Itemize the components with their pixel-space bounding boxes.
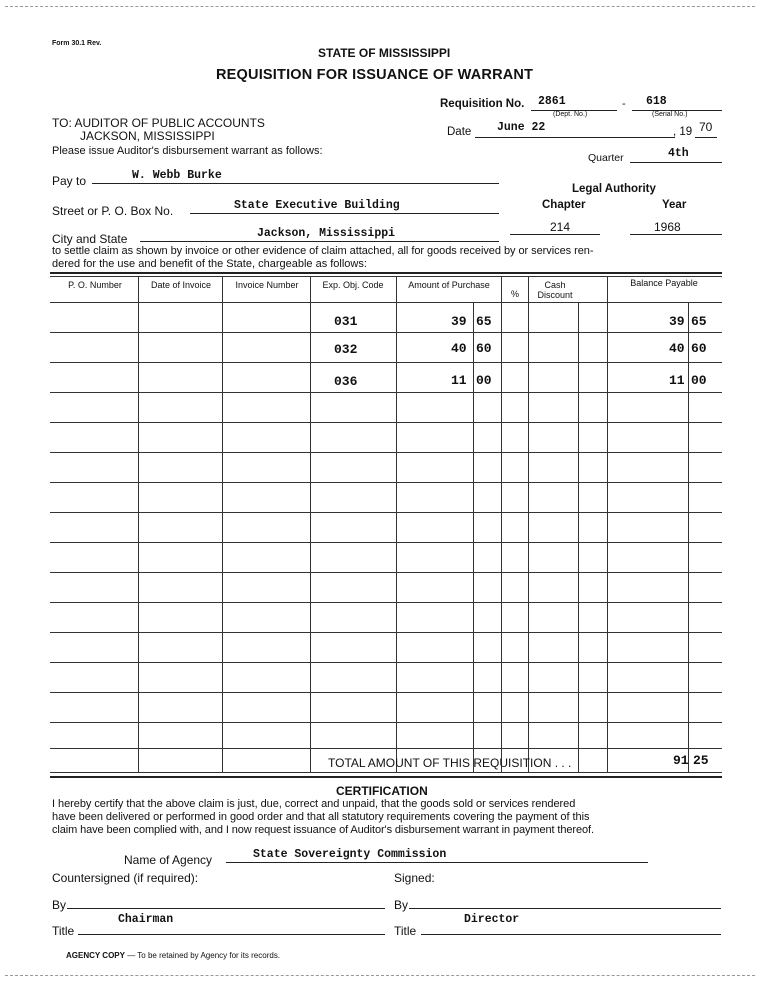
instruction-text: Please issue Auditor's disbursement warrant as follows: [52, 145, 323, 157]
right-by-label: By [394, 898, 409, 912]
year-label: Year [662, 199, 687, 211]
countersigned-label: Countersigned (if required): [52, 871, 199, 885]
authority-year-line [630, 234, 722, 235]
row-1-balance-dollars: 39 [669, 314, 685, 329]
col-header-balance: Balance Payable [630, 278, 698, 288]
dept-no-caption: (Dept. No.) [553, 111, 588, 118]
row-2-balance-dollars: 40 [669, 341, 685, 356]
right-title-label: Title [394, 924, 417, 938]
date-line [475, 137, 675, 138]
right-by-line [409, 908, 721, 909]
col-header-exp-code: Exp. Obj. Code [322, 280, 384, 290]
quarter-value: 4th [668, 147, 689, 160]
col-header-invoice: Invoice Number [235, 280, 299, 290]
col-header-cash-discount: Cash Discount [537, 280, 573, 300]
footer-retain-text: — To be retained by Agency for its records. [127, 951, 281, 960]
certification-line-3: claim have been complied with, and I now request issuance of Auditor's disbursement warrant in payment thereof. [52, 824, 594, 836]
authority-year-value: 1968 [654, 220, 681, 234]
right-title-value: Director [464, 913, 520, 926]
quarter-line [630, 162, 722, 163]
left-by-line [67, 908, 385, 909]
certification-line-2: have been delivered or performed in good order and that all statutory requirements covering the payment of this [52, 811, 590, 823]
certification-heading: CERTIFICATION [336, 784, 428, 798]
total-dollars: 91 [673, 753, 689, 768]
state-title: STATE OF MISSISSIPPI [318, 46, 451, 60]
row-2-exp-code: 032 [334, 342, 358, 357]
street-line [190, 213, 499, 214]
requisition-separator: - [622, 98, 626, 110]
right-title-line [421, 934, 721, 935]
left-by-label: By [52, 898, 67, 912]
row-2-amount-dollars: 40 [451, 341, 467, 356]
col-header-amount: Amount of Purchase [408, 280, 490, 290]
signed-label: Signed: [394, 871, 435, 885]
agency-line [226, 862, 648, 863]
certification-line-1: I hereby certify that the above claim is just, due, correct and unpaid, that the goods sold or services rendered [52, 798, 576, 810]
col-header-percent: % [510, 289, 519, 299]
agency-label: Name of Agency [124, 853, 213, 867]
footer-note [66, 951, 280, 960]
form-title: REQUISITION FOR ISSUANCE OF WARRANT [216, 67, 534, 83]
addressee-line-1: TO: AUDITOR OF PUBLIC ACCOUNTS [52, 116, 265, 130]
quarter-label: Quarter [588, 152, 624, 164]
total-label: TOTAL AMOUNT OF THIS REQUISITION . . . [328, 756, 572, 770]
bottom-edge-artifact [5, 975, 755, 976]
pay-to-value: W. Webb Burke [132, 169, 222, 182]
chapter-value: 214 [550, 220, 571, 234]
date-label: Date [447, 126, 472, 138]
pay-to-label: Pay to [52, 174, 87, 188]
form-number: Form 30.1 Rev. [52, 40, 102, 47]
date-century: , 19 [673, 126, 693, 138]
street-value: State Executive Building [234, 199, 400, 212]
footer-agency-copy: AGENCY COPY [66, 951, 125, 960]
city-line [140, 241, 499, 242]
row-3-balance-cents: 00 [691, 373, 707, 388]
settle-text-line-1: to settle claim as shown by invoice or other evidence of claim attached, all for goods received by or services ren- [52, 245, 594, 257]
serial-no-caption: (Serial No.) [652, 111, 688, 118]
total-cents: 25 [693, 753, 709, 768]
street-label: Street or P. O. Box No. [52, 204, 174, 218]
row-2-amount-cents: 60 [476, 341, 492, 356]
top-edge-artifact [5, 6, 755, 7]
row-2-balance-cents: 60 [691, 341, 707, 356]
row-1-amount-dollars: 39 [451, 314, 467, 329]
legal-authority-label: Legal Authority [572, 183, 656, 195]
row-3-exp-code: 036 [334, 374, 358, 389]
row-1-balance-cents: 65 [691, 314, 707, 329]
chapter-line [510, 234, 600, 235]
chapter-label: Chapter [542, 199, 586, 211]
city-value: Jackson, Mississippi [257, 227, 396, 240]
date-value: June 22 [497, 121, 546, 134]
addressee-line-2: JACKSON, MISSISSIPPI [80, 129, 215, 143]
left-title-line [78, 934, 385, 935]
agency-value: State Sovereignty Commission [253, 848, 447, 861]
serial-no-value: 618 [646, 95, 667, 108]
dept-no-value: 2861 [538, 95, 566, 108]
city-label: City and State [52, 232, 128, 246]
requisition-label: Requisition No. [440, 98, 525, 110]
row-3-balance-dollars: 11 [669, 373, 685, 388]
left-title-value: Chairman [118, 913, 174, 926]
settle-text-line-2: dered for the use and benefit of the State, chargeable as follows: [52, 258, 367, 270]
row-3-amount-dollars: 11 [451, 373, 467, 388]
row-1-amount-cents: 65 [476, 314, 492, 329]
row-1-exp-code: 031 [334, 314, 358, 329]
row-3-amount-cents: 00 [476, 373, 492, 388]
year-line [695, 137, 717, 138]
pay-to-line [92, 183, 499, 184]
date-year-value: 70 [699, 120, 713, 134]
left-title-label: Title [52, 924, 75, 938]
col-header-date: Date of Invoice [150, 280, 212, 290]
col-header-po: P. O. Number [68, 280, 122, 290]
